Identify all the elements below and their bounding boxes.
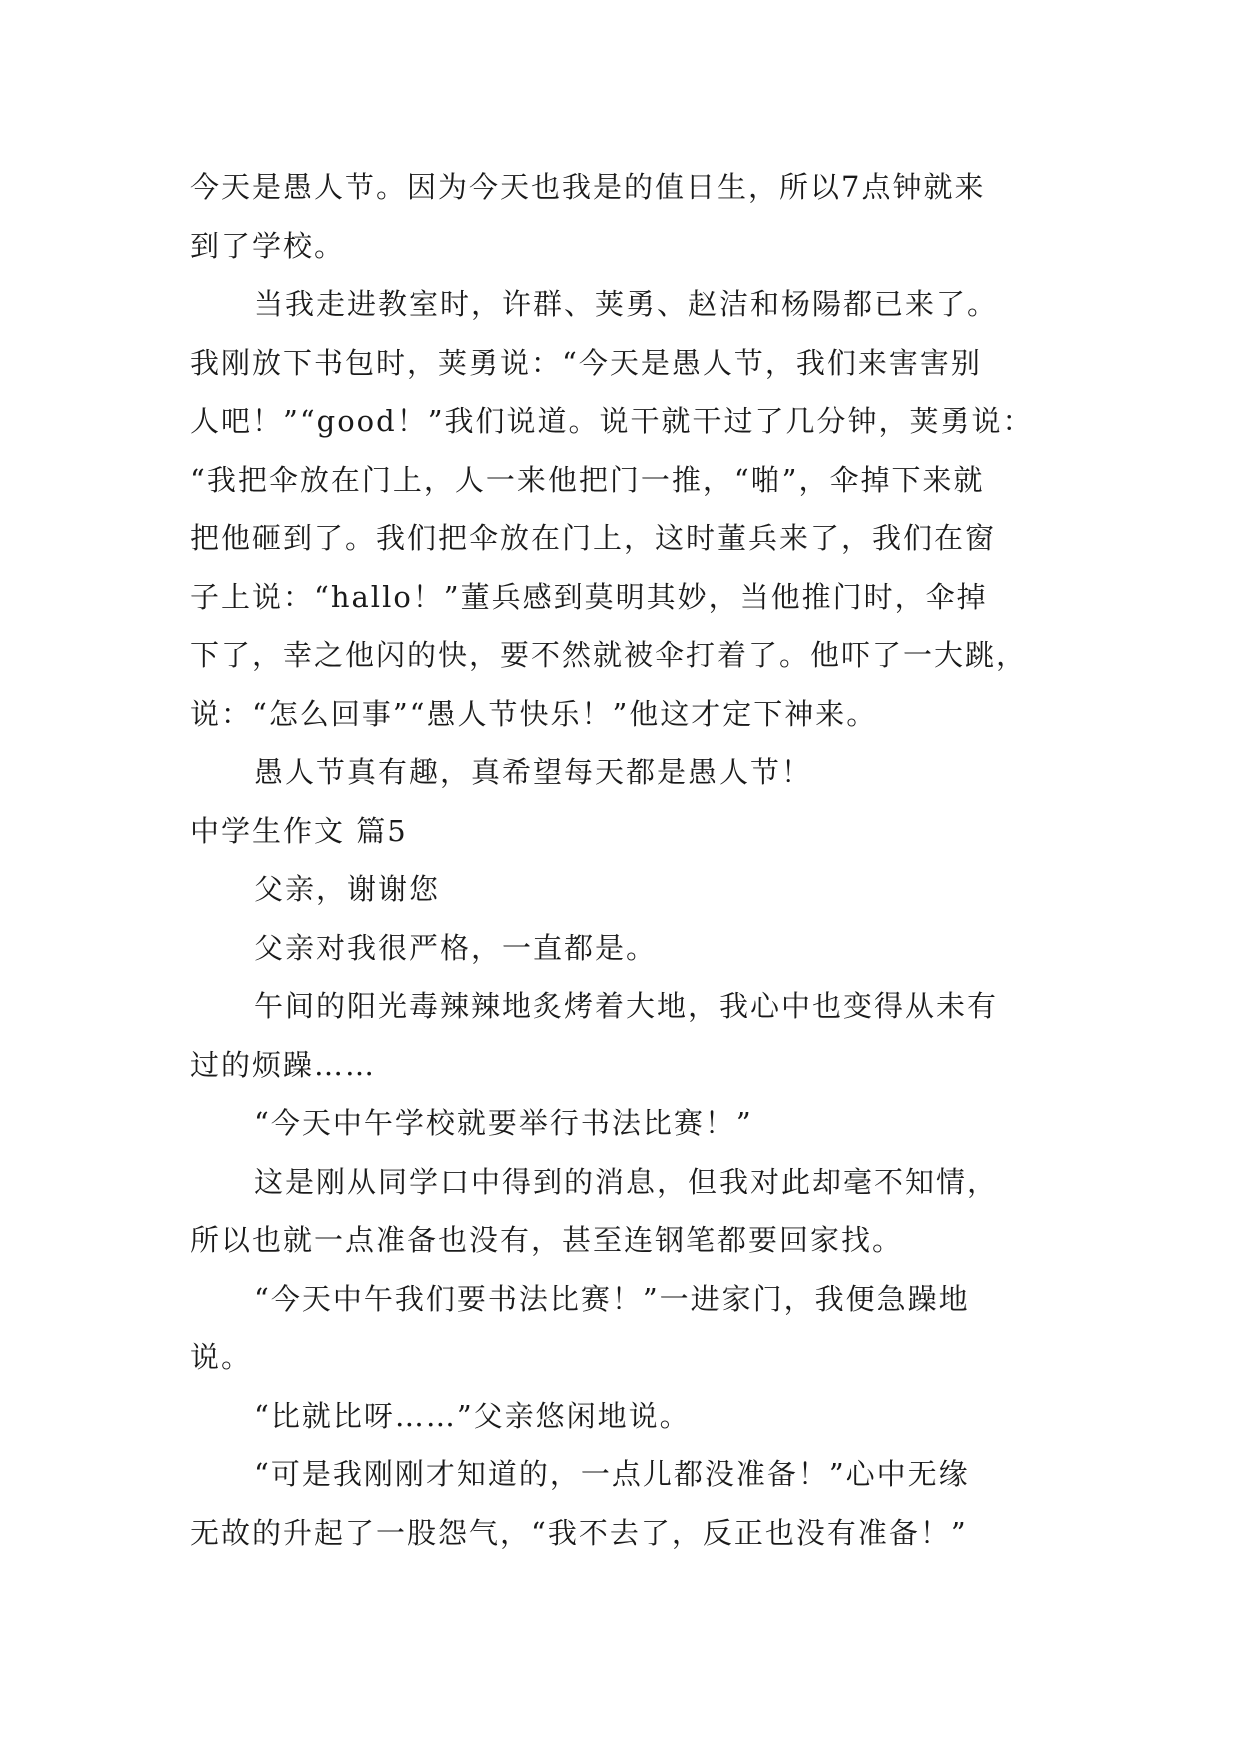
text-line: 所以也就一点准备也没有，甚至连钢笔都要回家找。	[190, 1223, 904, 1257]
text-line: 午间的阳光毒辣辣地炙烤着大地，我心中也变得从未有	[254, 989, 999, 1023]
text-line: 说。	[190, 1340, 253, 1374]
text-line: 父亲，谢谢您	[254, 872, 441, 906]
text-line: 到了学校。	[190, 228, 346, 263]
text-line: 人吧！”“good！”我们说道。说干就干过了几分钟，荚勇说：	[190, 404, 1034, 438]
text-line: 今天是愚人节。因为今天也我是的值日生，所以7点钟就来	[190, 170, 986, 204]
text-line: 子上说：“hallo！”董兵感到莫明其妙，当他推门时，伞掉	[190, 579, 988, 614]
text-line: 当我走进教室时，许群、荚勇、赵洁和杨陽都已来了。	[254, 287, 999, 321]
text-line: 愚人节真有趣，真希望每天都是愚人节！	[254, 755, 813, 789]
essay-body	[190, 158, 1060, 1562]
text-line: 过的烦躁……	[190, 1047, 377, 1082]
text-line: 父亲对我很严格，一直都是。	[254, 930, 658, 965]
text-line: 无故的升起了一股怨气，“我不去了，反正也没有准备！”	[190, 1515, 968, 1550]
text-line: 这是刚从同学口中得到的消息，但我对此却毫不知情，	[254, 1164, 999, 1199]
text-line: “比就比呀……”父亲悠闲地说。	[254, 1398, 691, 1433]
text-line: 把他砸到了。我们把伞放在门上，这时董兵来了，我们在窗	[190, 521, 997, 555]
text-line: 我刚放下书包时，荚勇说：“今天是愚人节，我们来害害别	[190, 345, 982, 380]
text-line: “今天中午我们要书法比赛！”一进家门，我便急躁地	[254, 1281, 970, 1316]
text-line: 下了，幸之他闪的快，要不然就被伞打着了。他吓了一大跳，	[190, 638, 1028, 672]
text-line: 说：“怎么回事”“愚人节快乐！”他这才定下神来。	[190, 696, 878, 731]
text-line: “可是我刚刚才知道的，一点儿都没准备！”心中无缘	[254, 1457, 970, 1491]
text-line: “我把伞放在门上，人一来他把门一推，“啪”，伞掉下来就	[190, 462, 985, 497]
text-line: 中学生作文 篇5	[190, 813, 408, 848]
text-line: “今天中午学校就要举行书法比赛！”	[254, 1106, 753, 1140]
